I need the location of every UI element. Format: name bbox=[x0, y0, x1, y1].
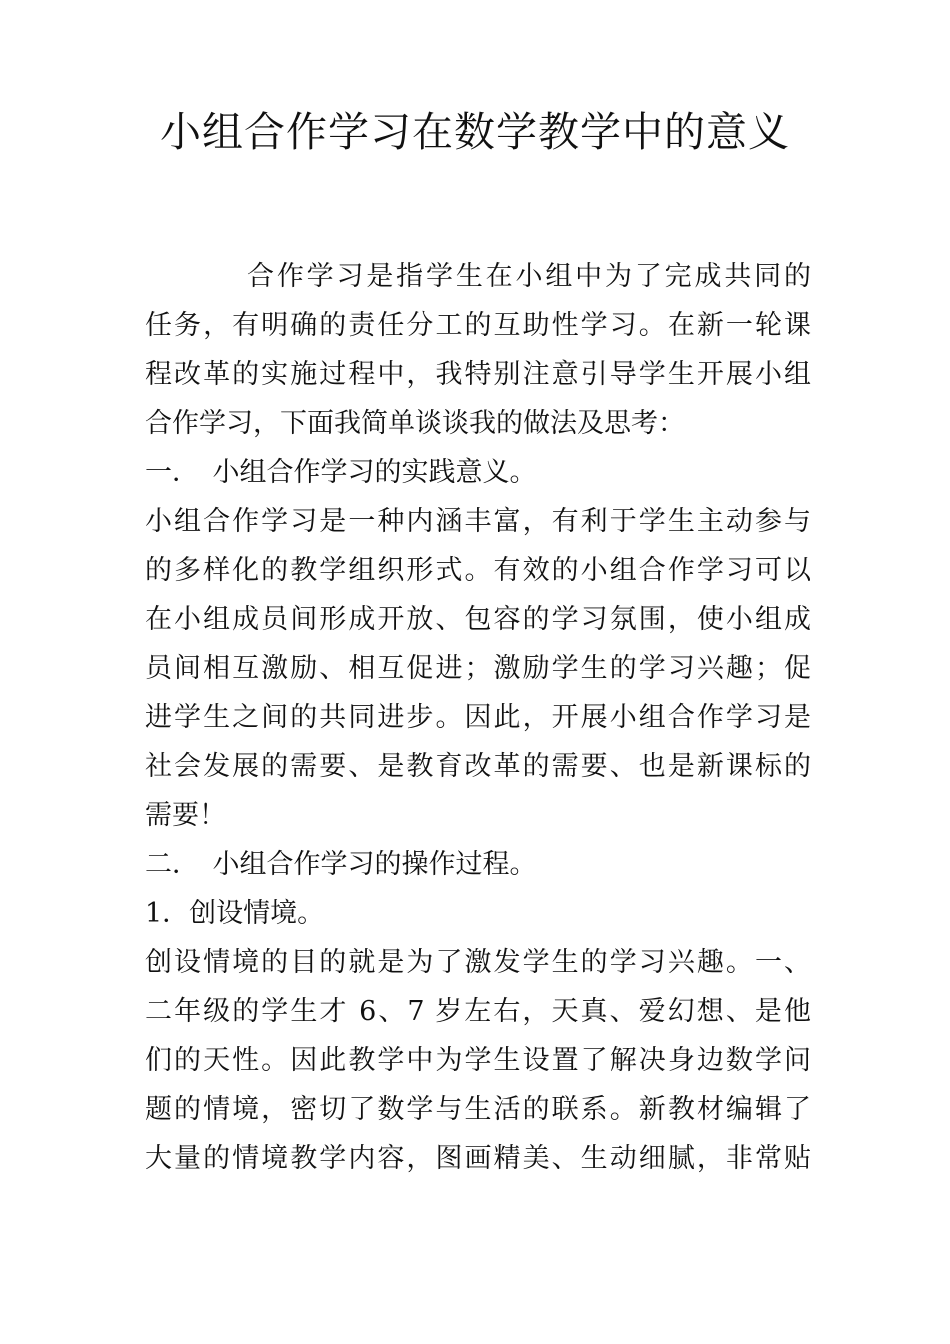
body-text-line: 合作学习，下面我简单谈谈我的做法及思考： bbox=[145, 408, 685, 439]
body-text-line: 一． 小组合作学习的实践意义。 bbox=[145, 457, 537, 488]
body-text-line: 二年级的学生才 6、7 岁左右，天真、爱幻想、是他 bbox=[145, 996, 811, 1027]
body-text-line: 创设情境的目的就是为了激发学生的学习兴趣。一、 bbox=[145, 947, 811, 978]
body-text-line: 合作学习是指学生在小组中为了完成共同的 bbox=[247, 261, 811, 292]
document-body bbox=[145, 252, 811, 1183]
body-text-line: 需要！ bbox=[145, 800, 226, 831]
body-text-line: 1．创设情境。 bbox=[145, 898, 325, 929]
body-text-line: 在小组成员间形成开放、包容的学习氛围，使小组成 bbox=[145, 604, 811, 635]
body-text-line: 社会发展的需要、是教育改革的需要、也是新课标的 bbox=[145, 751, 811, 782]
body-text-line: 小组合作学习是一种内涵丰富，有利于学生主动参与 bbox=[145, 506, 811, 537]
body-text-line: 任务，有明确的责任分工的互助性学习。在新一轮课 bbox=[145, 310, 811, 341]
body-text-line: 程改革的实施过程中，我特别注意引导学生开展小组 bbox=[145, 359, 811, 390]
body-text-line: 进学生之间的共同进步。因此，开展小组合作学习是 bbox=[145, 702, 811, 733]
body-text-line: 二． 小组合作学习的操作过程。 bbox=[145, 849, 537, 880]
body-text-line: 题的情境，密切了数学与生活的联系。新教材编辑了 bbox=[145, 1094, 811, 1125]
body-text-line: 们的天性。因此教学中为学生设置了解决身边数学问 bbox=[145, 1045, 811, 1076]
body-text-line: 大量的情境教学内容，图画精美、生动细腻，非常贴 bbox=[145, 1143, 811, 1174]
body-text-line: 员间相互激励、相互促进；激励学生的学习兴趣；促 bbox=[145, 653, 811, 684]
document-title: 小组合作学习在数学教学中的意义 bbox=[160, 108, 790, 156]
body-text-line: 的多样化的教学组织形式。有效的小组合作学习可以 bbox=[145, 555, 811, 586]
